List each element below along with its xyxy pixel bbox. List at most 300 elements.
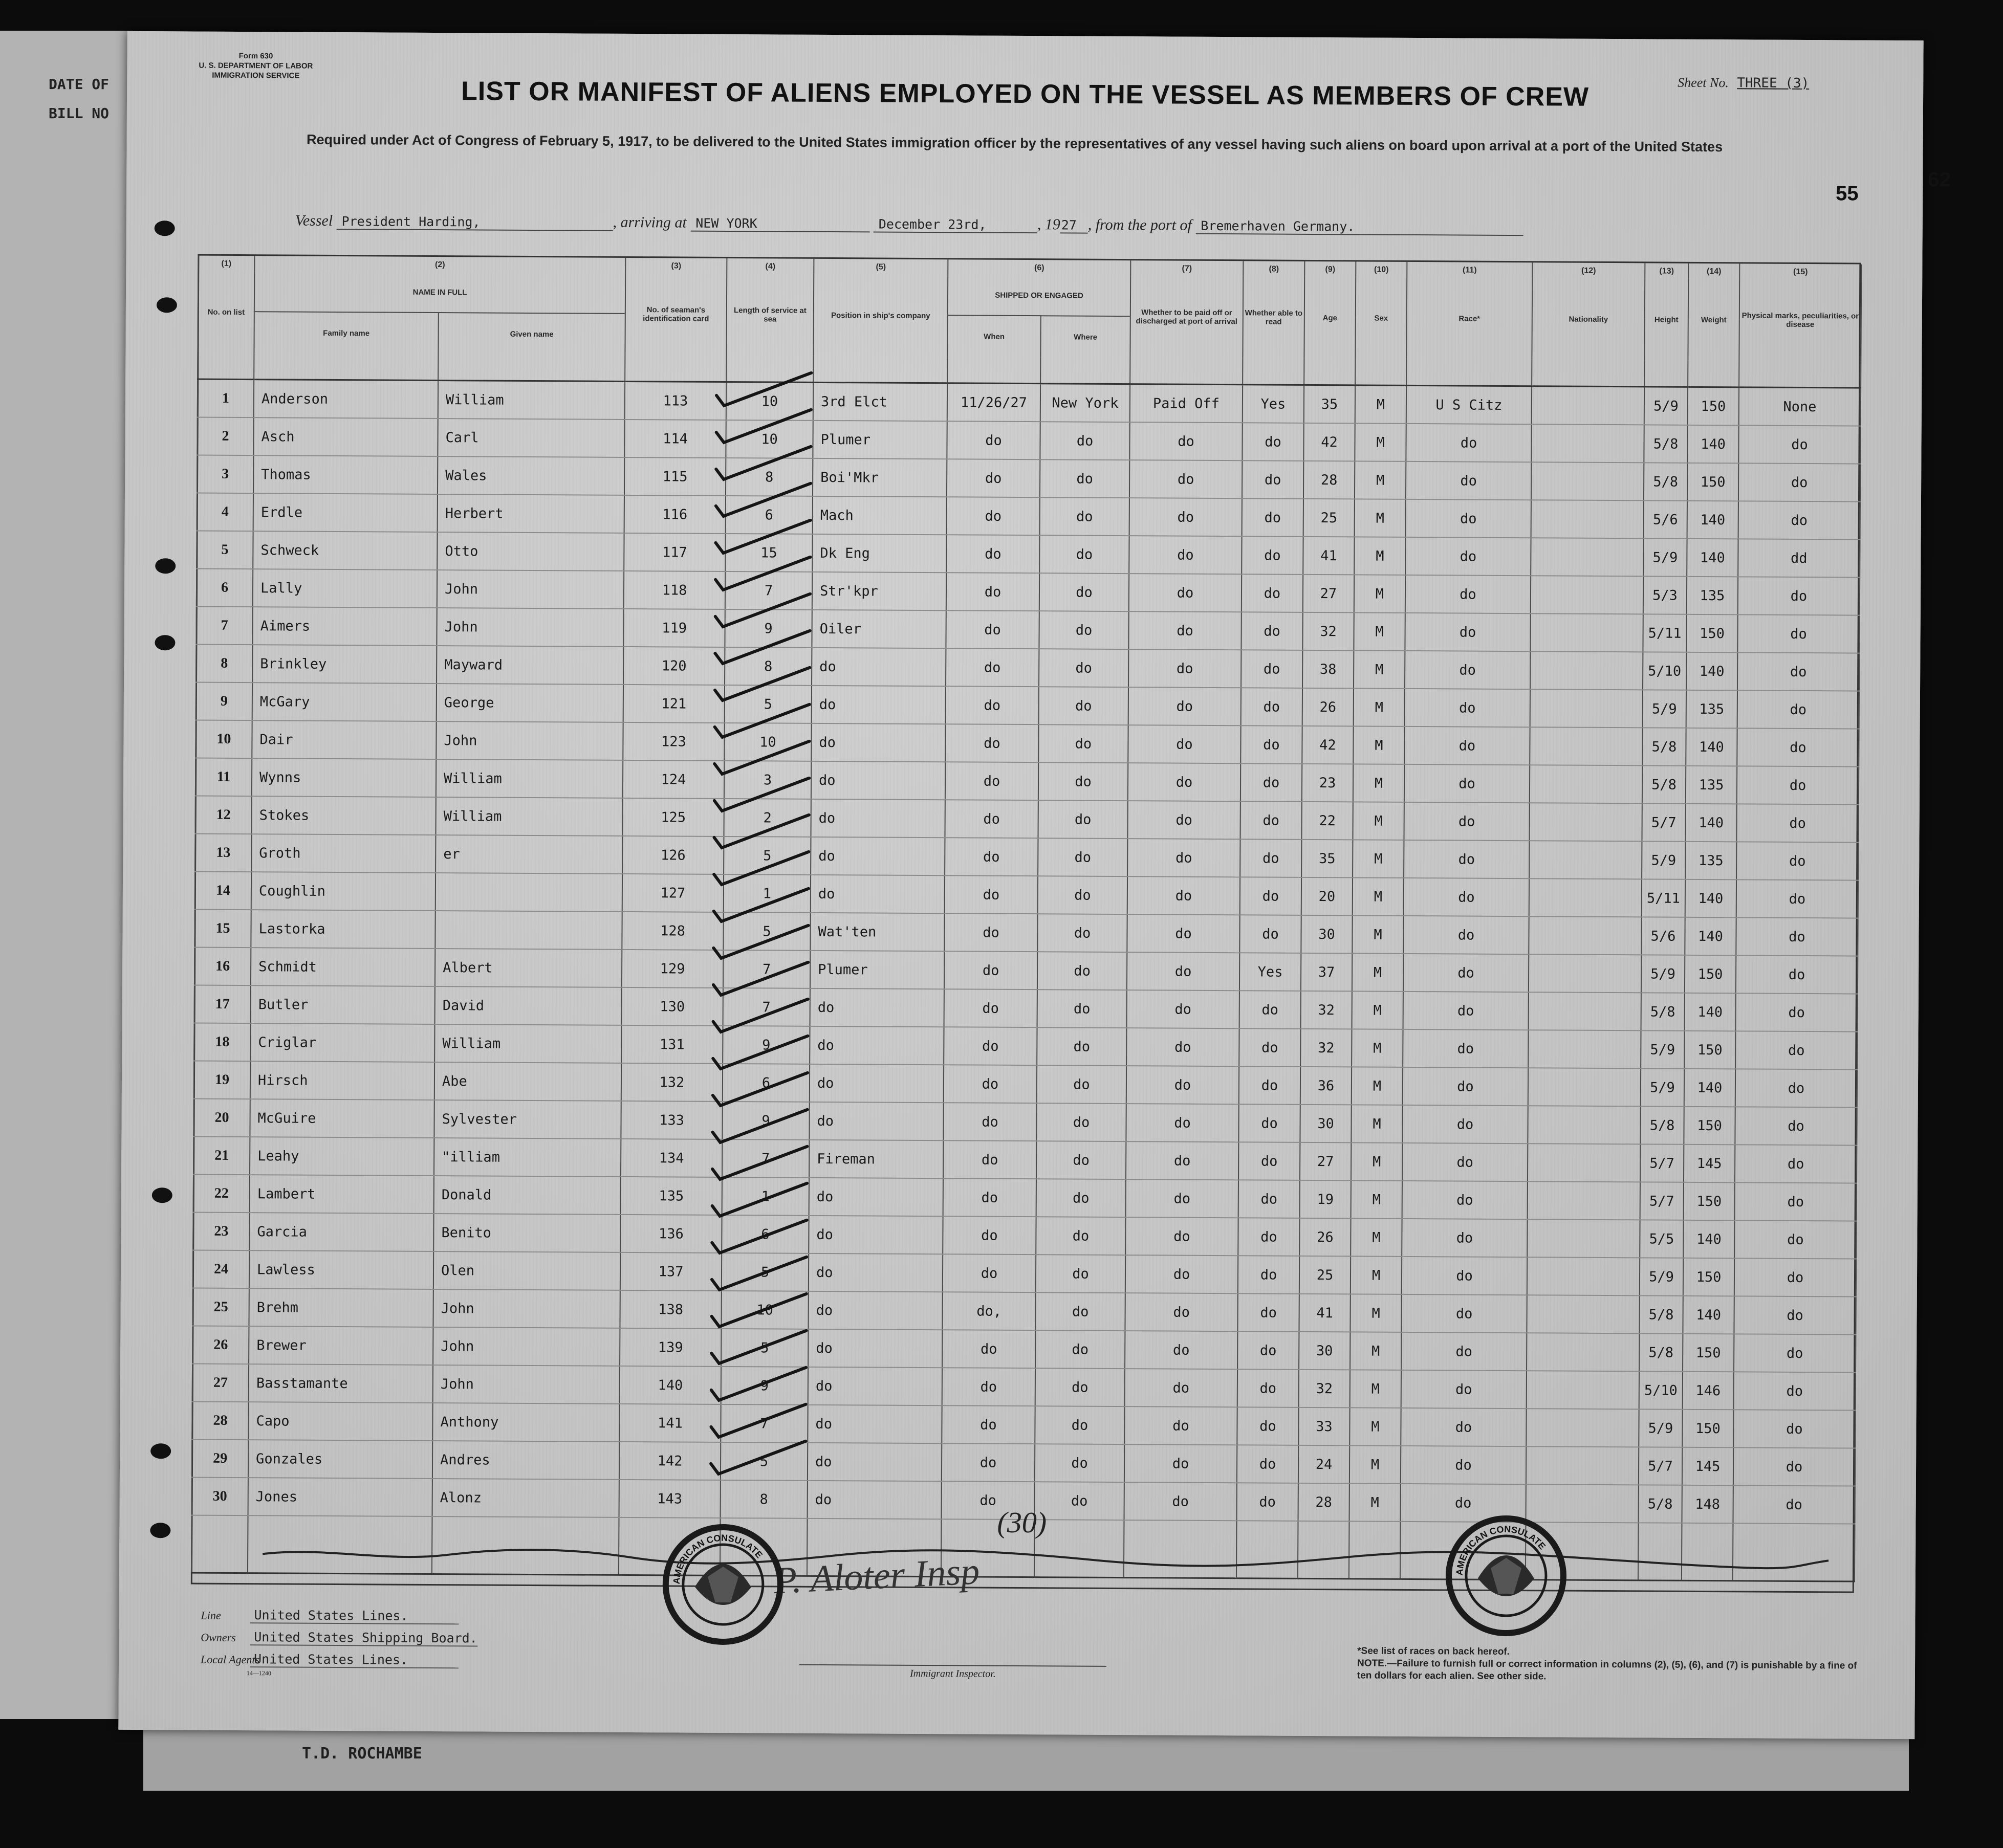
- header-family-name: Family name: [254, 312, 438, 354]
- cell-position: do: [812, 648, 946, 686]
- cell-race: do: [1403, 1067, 1528, 1106]
- closing-cell: [1236, 1521, 1298, 1578]
- cell-marks: do: [1736, 879, 1858, 918]
- cell-read: do: [1237, 1483, 1298, 1521]
- cell-marks: do: [1736, 993, 1858, 1031]
- cell-where: do: [1035, 1292, 1125, 1331]
- cell-when: do: [943, 1216, 1036, 1255]
- cell-position: Oiler: [812, 610, 946, 648]
- cell-position: Fireman: [809, 1140, 943, 1178]
- scan-bottom-strip: [143, 1729, 1909, 1791]
- cell-nationality: [1531, 500, 1644, 538]
- cell-family: Basstamante: [249, 1364, 433, 1403]
- cell-marks: do: [1734, 1334, 1856, 1372]
- cell-marks: do: [1738, 577, 1860, 615]
- cell-service: 8: [721, 1480, 808, 1519]
- cell-age: 26: [1299, 1218, 1351, 1257]
- cell-read: do: [1242, 423, 1303, 461]
- header-age: Age: [1304, 277, 1356, 359]
- total-mark: (30): [997, 1505, 1047, 1539]
- cell-sex: M: [1355, 499, 1406, 537]
- cell-when: do: [947, 459, 1040, 497]
- footer-block: [201, 1608, 477, 1679]
- cell-family: Lastorka: [251, 910, 435, 949]
- closing-cell: [191, 1515, 248, 1573]
- cell-when: do: [947, 497, 1040, 535]
- cell-no: 28: [192, 1402, 248, 1440]
- cell-given: Herbert: [438, 494, 624, 533]
- cell-service: 7: [721, 1404, 808, 1443]
- footer-line-label: Line: [201, 1609, 221, 1622]
- edge-text-date: DATE OF: [49, 76, 110, 93]
- cell-no: 19: [194, 1061, 250, 1099]
- cell-read: do: [1242, 498, 1303, 537]
- cell-position: do: [809, 1178, 943, 1216]
- cell-paid: do: [1125, 1217, 1238, 1256]
- cell-age: 42: [1303, 423, 1355, 461]
- cell-family: Brinkley: [252, 645, 437, 684]
- cell-age: 32: [1300, 1029, 1352, 1067]
- cell-marks: None: [1739, 387, 1861, 426]
- cell-family: Lawless: [249, 1250, 433, 1289]
- cell-service: 3: [724, 761, 811, 799]
- closing-cell: [248, 1515, 432, 1574]
- cell-age: 37: [1301, 953, 1352, 992]
- cell-nationality: [1532, 386, 1644, 425]
- cell-height: 5/9: [1643, 690, 1686, 728]
- cell-age: 30: [1300, 1105, 1351, 1143]
- cell-card: 141: [619, 1404, 721, 1442]
- cell-paid: do: [1129, 498, 1242, 536]
- cell-service: 7: [722, 1139, 809, 1178]
- punch-hole: [152, 1187, 172, 1203]
- punch-hole: [155, 558, 176, 574]
- cell-where: do: [1039, 535, 1129, 574]
- cell-height: 5/9: [1640, 1258, 1683, 1295]
- spacer-cell: [1532, 360, 1644, 387]
- cell-where: do: [1037, 952, 1127, 990]
- cell-where: do: [1039, 649, 1128, 687]
- cell-position: do: [808, 1367, 942, 1405]
- spacer-cell: [947, 357, 1040, 383]
- footer-form-code: 14—1240: [246, 1669, 271, 1677]
- punch-hole: [157, 297, 177, 313]
- cell-read: do: [1242, 460, 1303, 499]
- cell-sex: M: [1352, 953, 1403, 992]
- cell-marks: do: [1734, 1258, 1856, 1296]
- cell-race: do: [1401, 1294, 1527, 1333]
- cell-position: Str'kpr: [812, 572, 946, 610]
- cell-race: do: [1402, 1219, 1527, 1257]
- cell-read: do: [1238, 1104, 1300, 1142]
- cell-where: do: [1035, 1406, 1124, 1444]
- cell-paid: do: [1127, 914, 1239, 953]
- cell-where: do: [1038, 762, 1128, 801]
- cell-paid: do: [1128, 611, 1241, 650]
- cell-given: Benito: [433, 1214, 620, 1252]
- cell-given: Anthony: [432, 1403, 619, 1442]
- cell-position: do: [811, 723, 945, 762]
- cell-service: 1: [722, 1177, 809, 1216]
- cell-read: do: [1241, 688, 1302, 726]
- closing-cell: [941, 1519, 1035, 1577]
- cell-age: 30: [1299, 1332, 1350, 1370]
- cell-card: 134: [621, 1139, 722, 1177]
- header-no-on-list: No. on list: [198, 271, 254, 354]
- cell-family: Thomas: [253, 455, 438, 494]
- cell-family: Jones: [248, 1478, 432, 1516]
- table-closing-row: [191, 1515, 1855, 1582]
- cell-height: 5/6: [1644, 500, 1687, 538]
- cell-card: 117: [624, 533, 725, 571]
- cell-race: do: [1401, 1408, 1526, 1446]
- cell-paid: do: [1127, 839, 1240, 877]
- cell-position: do: [808, 1405, 942, 1443]
- cell-paid: do: [1125, 1331, 1237, 1369]
- cell-given: Carl: [438, 419, 624, 457]
- cell-card: 123: [623, 722, 724, 761]
- cell-age: 28: [1303, 461, 1355, 499]
- cell-nationality: [1526, 1446, 1639, 1485]
- cell-where: do: [1039, 573, 1129, 611]
- cell-marks: do: [1737, 690, 1859, 729]
- cell-read: do: [1240, 877, 1301, 915]
- stamp-number: 62: [1928, 168, 1951, 191]
- cell-card: 132: [621, 1063, 723, 1102]
- cell-family: McGary: [252, 683, 437, 721]
- cell-weight: 135: [1686, 766, 1737, 804]
- cell-paid: do: [1127, 952, 1239, 991]
- sheet-number-value: THREE (3): [1737, 75, 1810, 92]
- cell-paid: do: [1129, 460, 1242, 498]
- cell-height: 5/9: [1641, 1068, 1684, 1106]
- seal-text-right: AMERICAN CONSULATE: [1454, 1524, 1548, 1576]
- cell-age: 23: [1302, 764, 1353, 802]
- cell-card: 120: [623, 647, 725, 685]
- cell-no: 26: [192, 1326, 249, 1365]
- cell-age: 27: [1303, 575, 1354, 613]
- cell-marks: do: [1733, 1485, 1855, 1524]
- closing-cell: [1733, 1523, 1855, 1581]
- cell-no: 13: [195, 834, 251, 872]
- header-name-in-full: NAME IN FULL: [254, 271, 625, 314]
- cell-paid: do: [1124, 1444, 1237, 1483]
- cell-card: 128: [622, 912, 723, 950]
- cell-race: do: [1402, 1105, 1528, 1143]
- cell-where: do: [1037, 1027, 1126, 1066]
- header-weight: Weight: [1688, 279, 1739, 361]
- cell-nationality: [1530, 765, 1642, 803]
- cell-sex: M: [1354, 575, 1405, 613]
- cell-sex: M: [1351, 1218, 1402, 1257]
- header-where: Where: [1040, 316, 1130, 358]
- cell-family: Criglar: [250, 1023, 434, 1062]
- cell-when: do: [942, 1443, 1035, 1482]
- cell-card: 133: [621, 1101, 722, 1139]
- cell-given: Sylvester: [434, 1100, 621, 1139]
- cell-position: do: [809, 1102, 943, 1140]
- cell-height: 5/7: [1640, 1182, 1684, 1220]
- spacer-cell: [1688, 361, 1739, 387]
- cell-service: 8: [726, 458, 813, 496]
- cell-marks: do: [1736, 955, 1858, 994]
- header-nationality: Nationality: [1532, 278, 1645, 360]
- header-able-to-read: Whether able to read: [1243, 276, 1304, 359]
- cell-card: 131: [621, 1025, 723, 1064]
- cell-given: William: [438, 381, 625, 420]
- cell-where: do: [1035, 1444, 1124, 1482]
- header-physical-marks: Physical marks, peculiarities, or disease: [1739, 279, 1861, 361]
- cell-weight: 135: [1686, 690, 1737, 729]
- cell-card: 139: [620, 1328, 721, 1367]
- spacer-cell: [1406, 359, 1532, 386]
- cell-sex: M: [1354, 612, 1405, 651]
- cell-height: 5/8: [1642, 765, 1686, 803]
- cell-service: 10: [724, 723, 811, 761]
- cell-weight: 140: [1687, 539, 1738, 577]
- cell-service: 1: [724, 874, 811, 913]
- cell-no: 15: [194, 910, 251, 948]
- cell-no: 7: [196, 607, 252, 645]
- cell-no: 2: [197, 417, 253, 456]
- cell-age: 36: [1300, 1067, 1352, 1105]
- cell-age: 30: [1301, 915, 1352, 954]
- cell-when: do: [945, 838, 1038, 876]
- cell-marks: do: [1736, 917, 1858, 956]
- cell-no: 17: [194, 985, 251, 1024]
- cell-service: 15: [725, 534, 812, 572]
- cell-position: 3rd Elct: [813, 382, 947, 421]
- note-penalty: NOTE.—Failure to furnish full or correct information in columns (2), (5), (6), and (7) is punishable by a fine of ten dollars for each alien. See other side.: [1357, 1658, 1857, 1682]
- cell-read: do: [1239, 915, 1301, 953]
- cell-weight: 150: [1683, 1258, 1734, 1296]
- cell-where: do: [1040, 497, 1129, 536]
- header-length-of-service: Length of service at sea: [726, 274, 814, 356]
- cell-position: do: [808, 1291, 942, 1330]
- cell-given: Alonz: [432, 1479, 619, 1517]
- cell-service: 6: [723, 1064, 810, 1102]
- cell-weight: 140: [1684, 1069, 1735, 1107]
- cell-no: 6: [197, 569, 253, 607]
- cell-card: 136: [620, 1215, 722, 1253]
- footer-owners-label: Owners: [201, 1631, 236, 1644]
- spacer-cell: [1304, 359, 1355, 385]
- cell-read: do: [1237, 1293, 1299, 1332]
- cell-height: 5/5: [1640, 1220, 1683, 1258]
- footer-line-value: United States Lines.: [250, 1608, 459, 1624]
- cell-service: 6: [726, 496, 813, 534]
- cell-no: 12: [195, 796, 252, 834]
- cell-where: do: [1036, 1103, 1126, 1141]
- cell-paid: Paid Off: [1130, 384, 1243, 423]
- cell-marks: do: [1735, 1145, 1857, 1183]
- cell-paid: do: [1126, 1141, 1238, 1180]
- cell-family: Lambert: [250, 1175, 434, 1214]
- cell-when: do: [943, 1254, 1036, 1292]
- cell-family: Leahy: [250, 1137, 434, 1176]
- cell-height: 5/8: [1641, 993, 1685, 1030]
- cell-weight: 135: [1685, 842, 1736, 880]
- cell-height: 5/9: [1643, 538, 1687, 576]
- cell-position: do: [811, 837, 945, 875]
- spacer-cell: [1355, 359, 1406, 385]
- cell-height: 5/9: [1639, 1409, 1682, 1447]
- cell-marks: do: [1737, 614, 1859, 653]
- cell-card: 127: [622, 874, 724, 912]
- cell-where: do: [1035, 1368, 1125, 1406]
- cell-paid: do: [1124, 1406, 1237, 1445]
- seal-text-left: AMERICAN CONSULATE: [671, 1532, 765, 1585]
- cell-where: New York: [1040, 384, 1130, 422]
- cell-marks: do: [1736, 804, 1858, 842]
- col-num-14: (14): [1688, 263, 1739, 279]
- cell-nationality: [1529, 954, 1641, 993]
- cell-when: do: [942, 1481, 1035, 1520]
- cell-no: 9: [196, 683, 252, 721]
- consulate-seal-left: [659, 1520, 787, 1651]
- cell-family: Stokes: [252, 796, 436, 835]
- cell-marks: do: [1737, 766, 1859, 804]
- cell-age: 24: [1298, 1445, 1349, 1484]
- cell-sex: M: [1354, 688, 1405, 727]
- punch-hole: [155, 635, 175, 650]
- cell-no: 20: [193, 1099, 250, 1137]
- footer-agents-value: United States Lines.: [250, 1652, 459, 1668]
- scan-left-edge: [0, 31, 133, 1719]
- cell-family: McGuire: [250, 1099, 434, 1138]
- cell-where: do: [1036, 1255, 1125, 1293]
- cell-no: 29: [192, 1440, 248, 1478]
- spacer-cell: [438, 354, 625, 381]
- cell-no: 30: [192, 1478, 248, 1516]
- cell-given: Olen: [433, 1251, 620, 1290]
- cell-read: do: [1237, 1445, 1298, 1483]
- header-position: Position in ship's company: [813, 274, 948, 357]
- cell-nationality: [1528, 1106, 1640, 1144]
- cell-family: Hirsch: [250, 1061, 434, 1100]
- spacer-cell: [1130, 358, 1243, 385]
- cell-family: Schweck: [253, 531, 437, 570]
- cell-when: do: [946, 648, 1039, 687]
- cell-sex: M: [1352, 1029, 1403, 1067]
- vessel-line: [295, 212, 1523, 236]
- cell-card: 114: [624, 420, 726, 458]
- cell-age: 19: [1300, 1180, 1351, 1219]
- cell-no: 11: [195, 758, 252, 797]
- cell-family: Erdle: [253, 493, 438, 532]
- cell-family: Coughlin: [251, 872, 436, 911]
- cell-no: 16: [194, 948, 251, 986]
- col-num-15: (15): [1739, 263, 1861, 279]
- cell-paid: do: [1125, 1369, 1237, 1407]
- cell-paid: do: [1126, 1104, 1238, 1142]
- cell-paid: do: [1126, 1066, 1239, 1104]
- cell-position: do: [810, 1026, 944, 1065]
- col-num-8: (8): [1243, 261, 1304, 277]
- cell-when: do: [946, 535, 1039, 573]
- cell-nationality: [1528, 1143, 1640, 1182]
- arrival-date: December 23rd,: [874, 216, 1037, 233]
- cell-where: do: [1037, 914, 1127, 952]
- cell-race: do: [1403, 916, 1529, 954]
- cell-height: 5/7: [1640, 1144, 1684, 1182]
- cell-nationality: [1526, 1409, 1639, 1447]
- cell-race: do: [1404, 764, 1530, 803]
- cell-when: do: [943, 1140, 1036, 1179]
- cell-sex: M: [1349, 1483, 1400, 1522]
- cell-marks: do: [1734, 1372, 1856, 1410]
- cell-card: 142: [619, 1442, 721, 1480]
- punch-hole: [150, 1443, 171, 1459]
- cell-sex: M: [1352, 991, 1403, 1029]
- cell-nationality: [1529, 878, 1642, 917]
- cell-marks: do: [1735, 1069, 1857, 1107]
- cell-given: William: [434, 1024, 621, 1063]
- cell-age: 22: [1301, 802, 1353, 840]
- cell-no: 1: [198, 379, 254, 417]
- cell-when: do: [943, 1178, 1036, 1217]
- crew-manifest-table: [191, 256, 1862, 1582]
- cell-sex: M: [1355, 423, 1406, 461]
- cell-sex: M: [1350, 1294, 1401, 1332]
- cell-race: do: [1405, 537, 1531, 576]
- cell-nationality: [1527, 1295, 1639, 1333]
- cell-no: 5: [197, 531, 253, 569]
- from-port-label: , from the port of: [1087, 216, 1192, 234]
- cell-height: 5/8: [1644, 463, 1687, 500]
- cell-weight: 145: [1684, 1145, 1735, 1183]
- cell-marks: do: [1736, 842, 1858, 880]
- cell-age: 38: [1302, 650, 1354, 689]
- cell-given: John: [433, 1327, 620, 1366]
- cell-no: 22: [193, 1175, 250, 1213]
- cell-age: 28: [1298, 1483, 1349, 1522]
- cell-given: [436, 873, 622, 912]
- cell-given: William: [436, 759, 623, 798]
- cell-given: Donald: [434, 1176, 621, 1215]
- cell-sex: M: [1352, 1067, 1403, 1105]
- cell-service: 10: [721, 1291, 808, 1329]
- immigrant-inspector-label: Immigrant Inspector.: [799, 1664, 1106, 1681]
- cell-no: 24: [193, 1250, 249, 1289]
- cell-when: do: [945, 724, 1038, 762]
- cell-when: do: [942, 1368, 1035, 1406]
- cell-no: 25: [192, 1288, 249, 1327]
- table-body: [191, 379, 1861, 1581]
- cell-height: 5/8: [1644, 425, 1687, 463]
- cell-where: do: [1035, 1482, 1124, 1520]
- cell-sex: M: [1353, 726, 1404, 764]
- cell-race: U S Citz: [1406, 385, 1532, 424]
- note-race-list: *See list of races on back hereof.: [1357, 1645, 1510, 1658]
- cell-position: Mach: [813, 496, 947, 535]
- cell-card: 119: [623, 609, 725, 647]
- cell-read: do: [1240, 763, 1302, 802]
- closing-cell: [1034, 1520, 1124, 1577]
- cell-weight: 150: [1688, 387, 1739, 425]
- cell-nationality: [1529, 803, 1642, 841]
- spacer-cell: [198, 353, 254, 380]
- inspector-signature: P. Aloter Insp: [773, 1550, 981, 1602]
- cell-sex: M: [1351, 1105, 1402, 1143]
- cell-height: 5/9: [1641, 955, 1685, 993]
- form-service: IMMIGRATION SERVICE: [212, 71, 300, 80]
- cell-height: 5/8: [1639, 1333, 1683, 1371]
- cell-weight: 150: [1682, 1410, 1733, 1448]
- cell-family: Wynns: [252, 758, 436, 797]
- cell-marks: do: [1737, 728, 1859, 766]
- cell-nationality: [1528, 1181, 1640, 1220]
